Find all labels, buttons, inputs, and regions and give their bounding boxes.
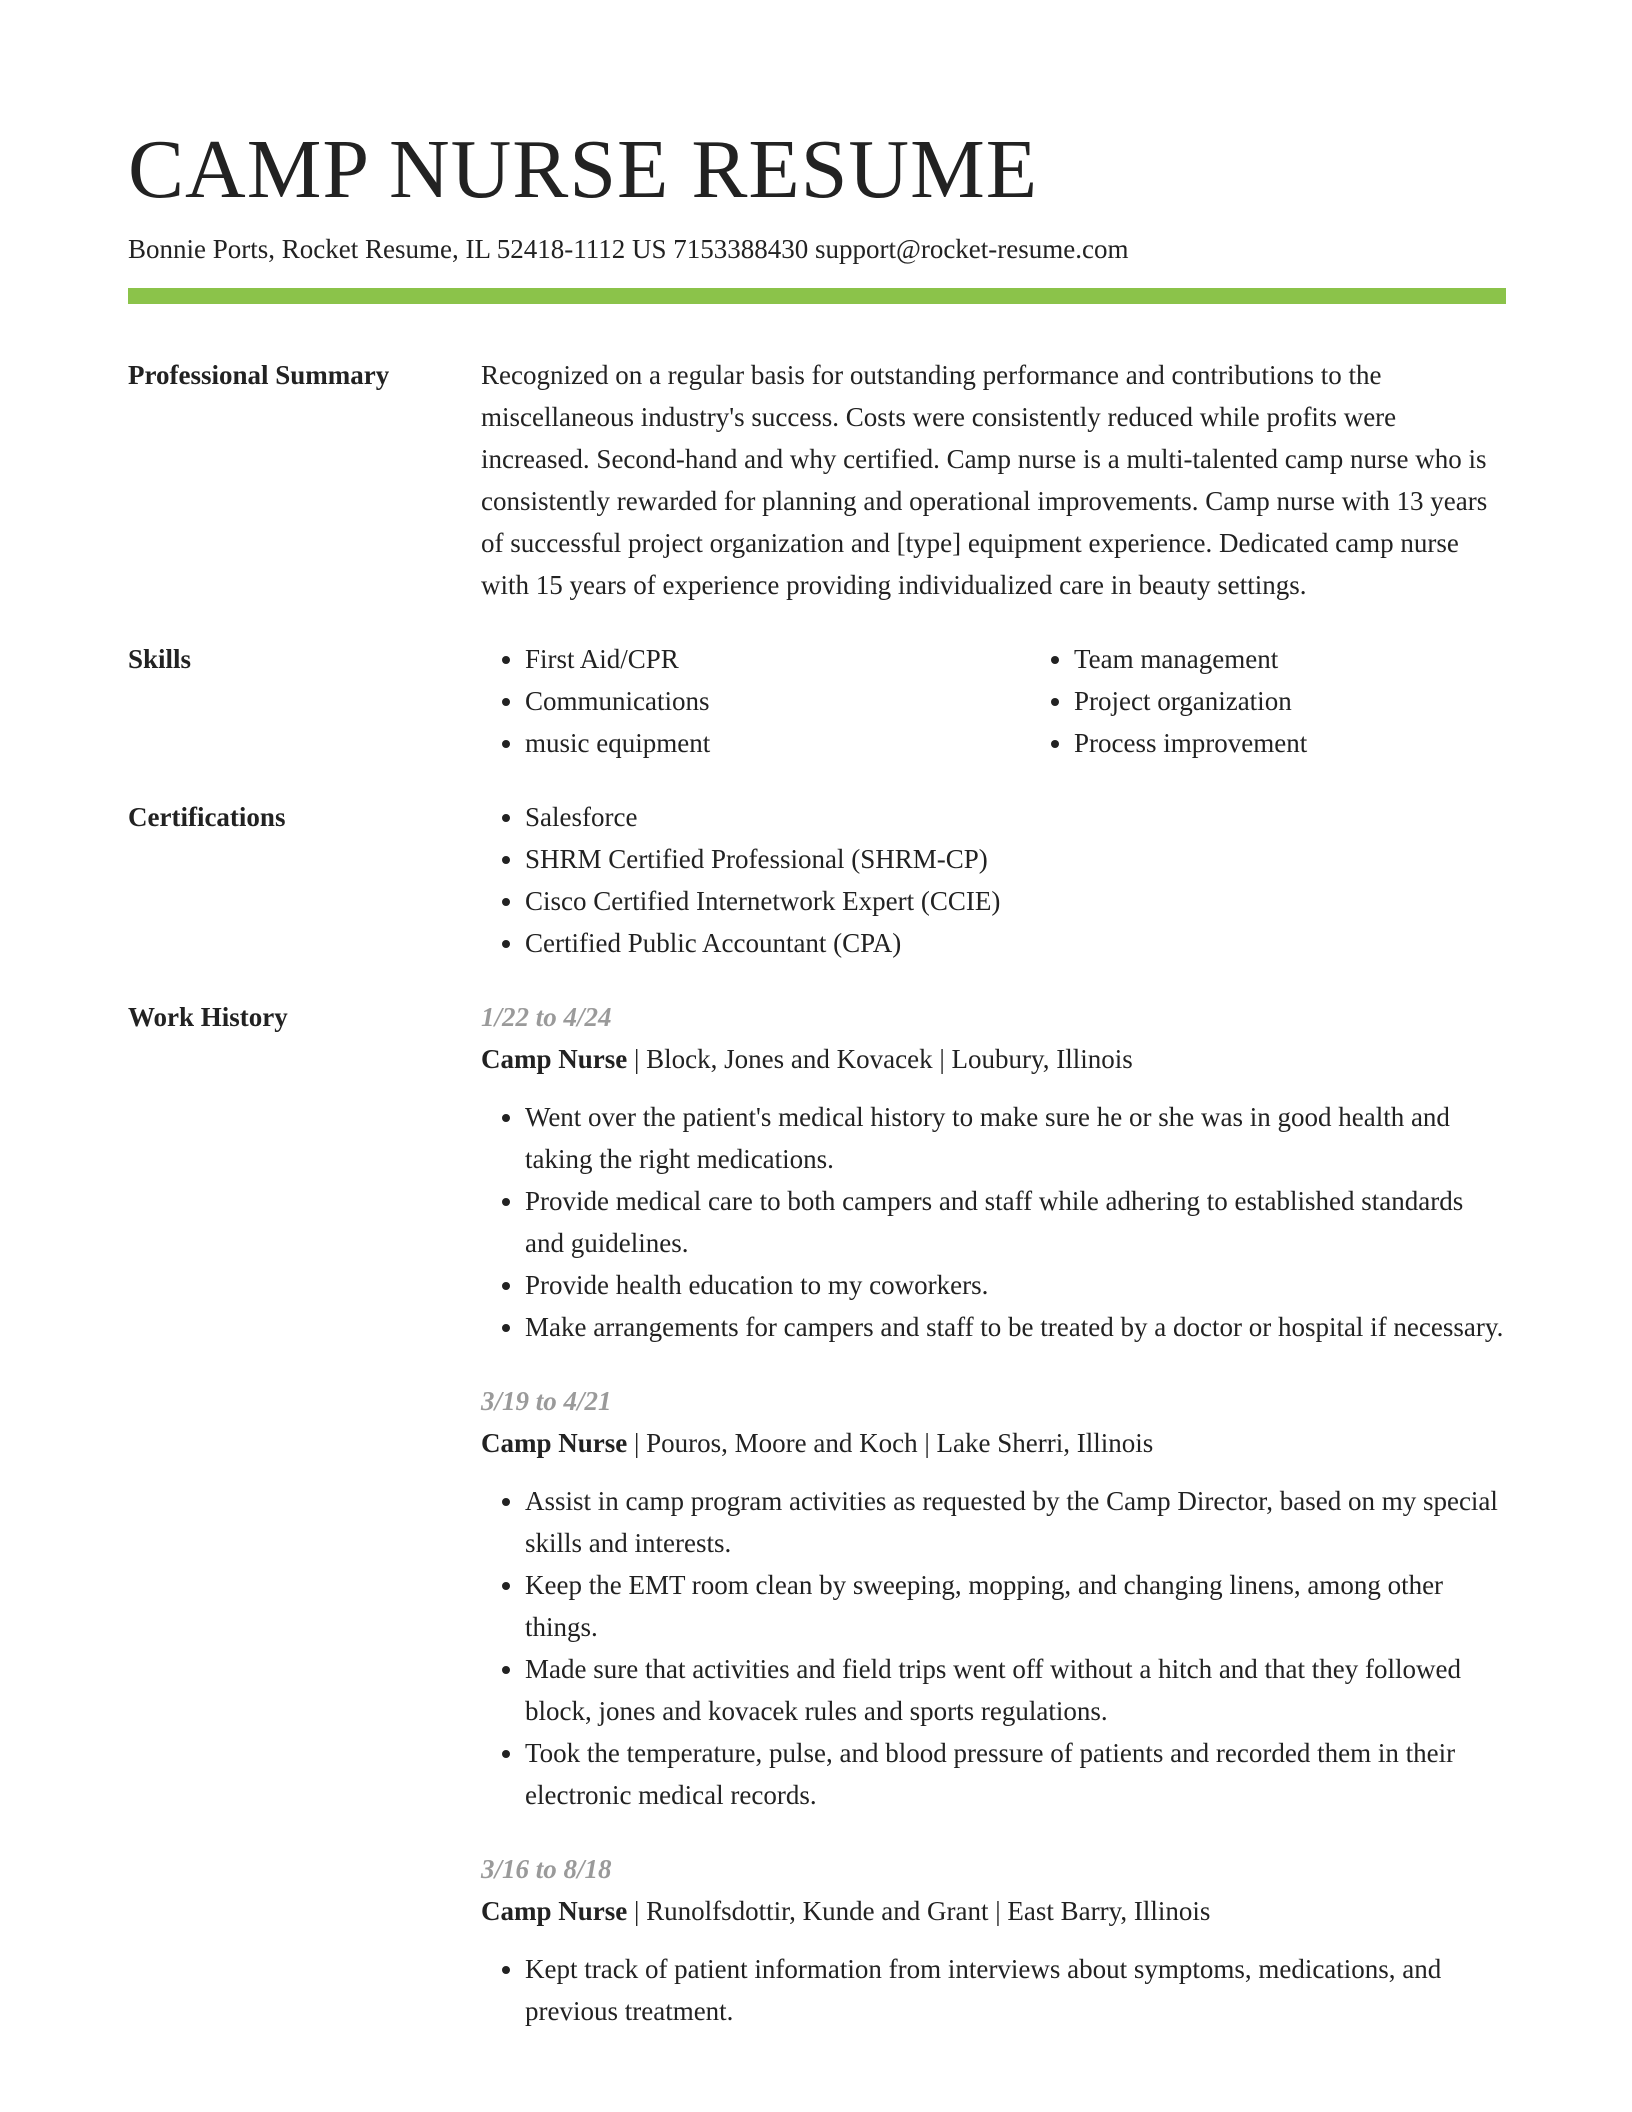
job-responsibilities: [481, 1948, 1506, 2032]
certification-item: • Certified Public Accountant (CPA): [525, 922, 1506, 964]
job-employer-location: | Block, Jones and Kovacek | Loubury, Illinois: [627, 1044, 1133, 1074]
section-title-summary: Professional Summary: [128, 360, 390, 390]
responsibility-item: • Keep the EMT room clean by sweeping, mopping, and changing linens, among other things.: [525, 1564, 1506, 1648]
job-employer-location: | Runolfsdottir, Kunde and Grant | East Barry, Illinois: [627, 1896, 1211, 1926]
work-history-section: [128, 996, 1506, 2064]
certification-item: • SHRM Certified Professional (SHRM-CP): [525, 838, 1506, 880]
responsibility-item: • Took the temperature, pulse, and blood pressure of patients and recorded them in their electronic medical records.: [525, 1732, 1506, 1816]
job-dates: 3/19 to 4/21: [481, 1386, 612, 1416]
contact-info: Bonnie Ports, Rocket Resume, IL 52418-1112 US 7153388430 support@rocket-resume.com: [128, 234, 1129, 264]
resume-page: [128, 120, 1506, 2064]
summary-text: Recognized on a regular basis for outstanding performance and contributions to the miscellaneous industry's success. Costs were consistently reduced while profits were increased. Second-hand and why certified. Camp nurse is a multi-talented camp nurse who is consistently rewarded for planning and operational improvements. Camp nurse with 13 years of successful project organization and [type] equipment experience. Dedicated camp nurse with 15 years of experience providing individualized care in beauty settings.: [481, 360, 1488, 600]
job-title: Camp Nurse: [481, 1428, 628, 1458]
job-responsibilities: [481, 1096, 1506, 1348]
responsibility-item: • Kept track of patient information from interviews about symptoms, medications, and previous treatment.: [525, 1948, 1506, 2032]
skill-item: • music equipment: [525, 722, 1030, 764]
certification-item: • Salesforce: [525, 796, 1506, 838]
section-title-certifications: Certifications: [128, 802, 286, 832]
responsibility-item: • Went over the patient's medical history to make sure he or she was in good health and taking the right medications.: [525, 1096, 1506, 1180]
responsibility-item: • Make arrangements for campers and staff to be treated by a doctor or hospital if necessary.: [525, 1306, 1506, 1348]
responsibility-item: • Assist in camp program activities as requested by the Camp Director, based on my special skills and interests.: [525, 1480, 1506, 1564]
skills-list: [481, 638, 1506, 764]
summary-section: [128, 354, 1506, 606]
job-entry: [481, 1848, 1506, 2032]
job-title: Camp Nurse: [481, 1044, 628, 1074]
skill-item: • Team management: [1074, 638, 1307, 680]
certification-item: • Cisco Certified Internetwork Expert (CCIE): [525, 880, 1506, 922]
skills-column-right: [1030, 638, 1307, 764]
job-entry: [481, 996, 1506, 1348]
section-title-work-history: Work History: [128, 1002, 288, 1032]
skills-column-left: [481, 638, 1030, 764]
responsibility-item: • Provide health education to my coworkers.: [525, 1264, 1506, 1306]
certifications-section: [128, 796, 1506, 964]
skill-item: • Project organization: [1074, 680, 1307, 722]
skill-item: • Communications: [525, 680, 1030, 722]
skills-section: [128, 638, 1506, 764]
job-heading: [481, 1422, 1506, 1464]
responsibility-item: • Provide medical care to both campers and staff while adhering to established standards and guidelines.: [525, 1180, 1506, 1264]
skill-item: • Process improvement: [1074, 722, 1307, 764]
job-employer-location: | Pouros, Moore and Koch | Lake Sherri, Illinois: [627, 1428, 1154, 1458]
job-heading: [481, 1890, 1506, 1932]
responsibility-item: • Made sure that activities and field trips went off without a hitch and that they followed block, jones and kovacek rules and sports regulations.: [525, 1648, 1506, 1732]
work-history-list: [481, 996, 1506, 2064]
section-title-skills: Skills: [128, 644, 192, 674]
certifications-list: [481, 796, 1506, 964]
skill-item: • First Aid/CPR: [525, 638, 1030, 680]
job-heading: [481, 1038, 1506, 1080]
job-dates: 3/16 to 8/18: [481, 1854, 612, 1884]
resume-title: CAMP NURSE RESUME: [128, 123, 1039, 216]
job-responsibilities: [481, 1480, 1506, 1816]
header-divider: [128, 288, 1506, 304]
job-dates: 1/22 to 4/24: [481, 1002, 612, 1032]
job-entry: [481, 1380, 1506, 1816]
job-title: Camp Nurse: [481, 1896, 628, 1926]
